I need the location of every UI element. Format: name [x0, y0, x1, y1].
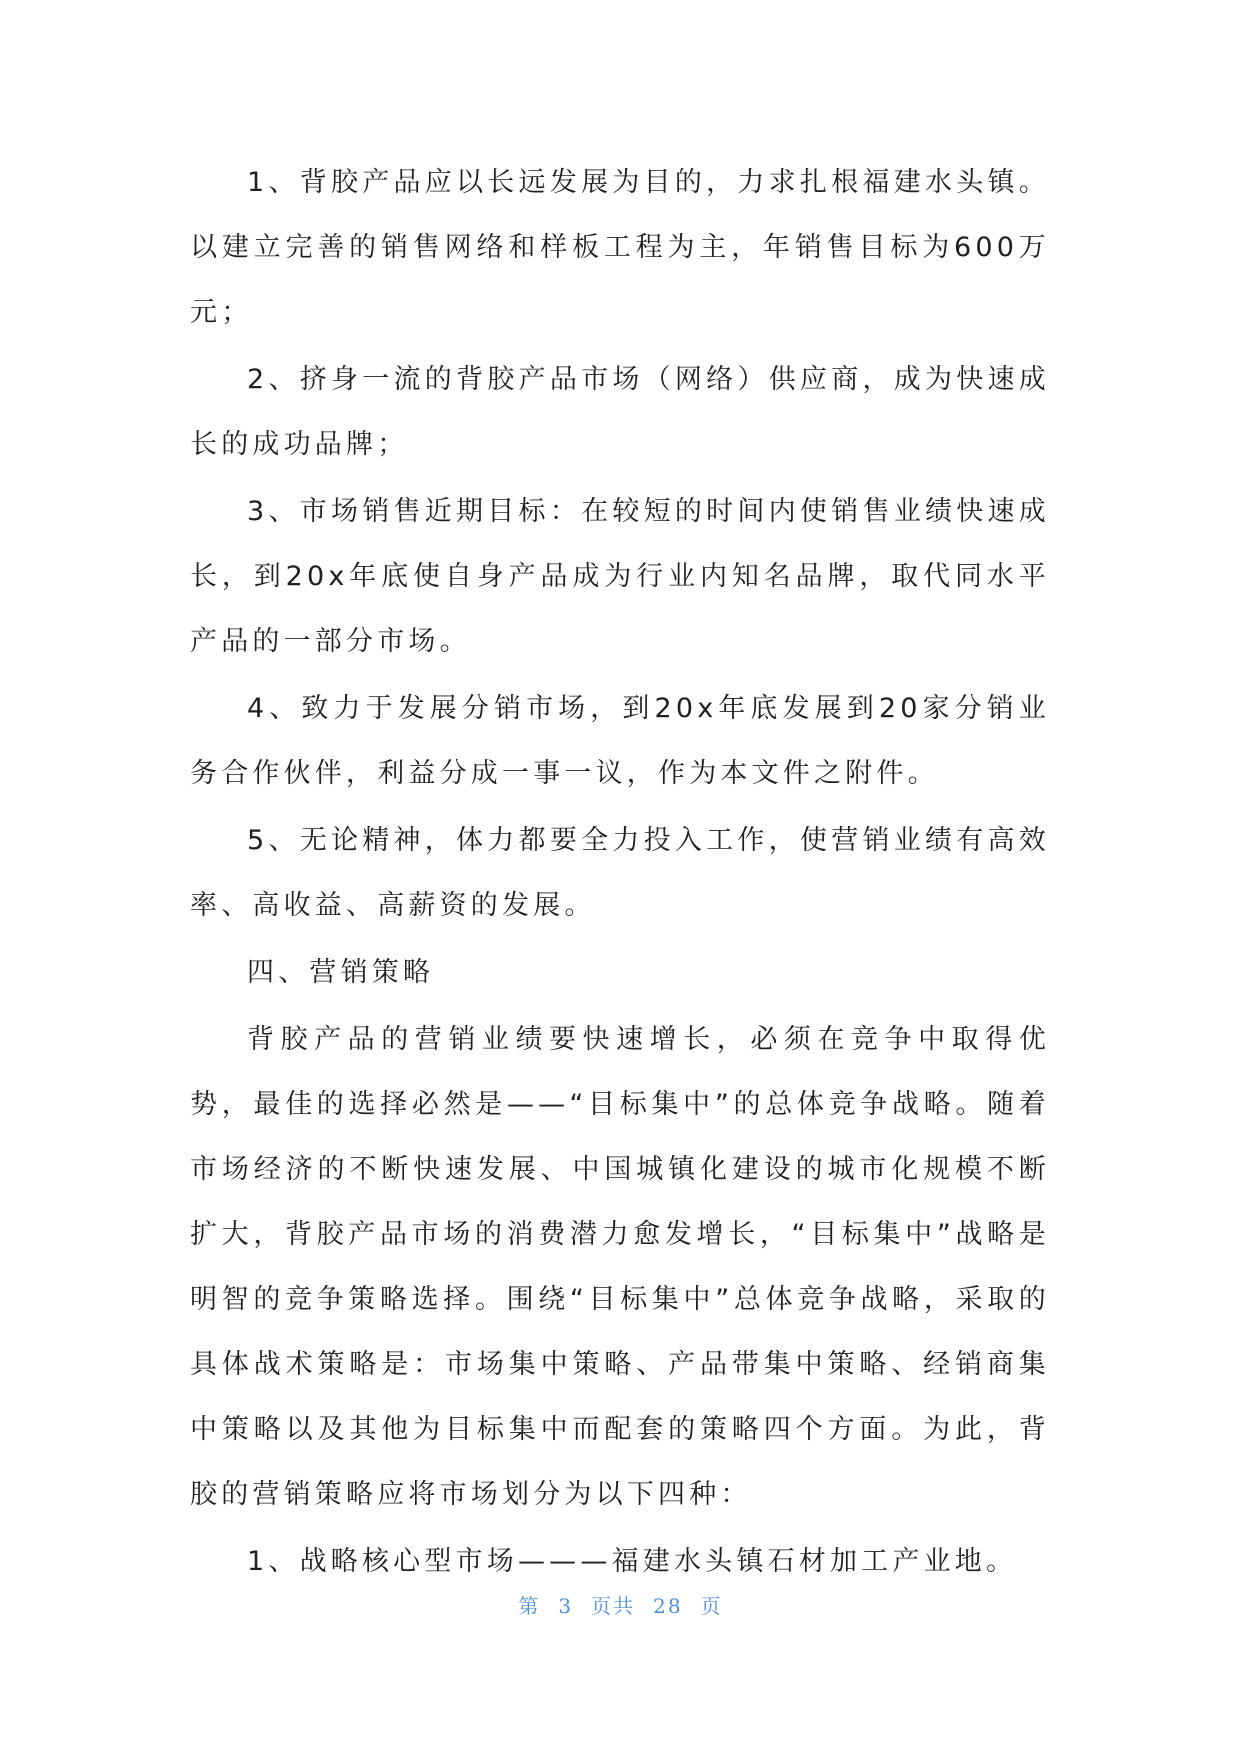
paragraph-goal-4: 4、致力于发展分销市场，到20x年底发展到20家分销业务合作伙伴，利益分成一事一议，作为本文件之附件。 — [190, 693, 1050, 789]
footer-middle: 页共 — [591, 1594, 636, 1618]
paragraph-strategy-overview: 背胶产品的营销业绩要快速增长，必须在竞争中取得优势，最佳的选择必然是——“目标集中”的总体竞争战略。随着市场经济的不断快速发展、中国城镇化建设的城市化规模不断扩大，背胶产品市场的消费潜力愈发增长，“目标集中”战略是明智的竞争策略选择。围绕“目标集中”总体竞争战略，采取的具体战术策略是：市场集中策略、产品带集中策略、经销商集中策略以及其他为目标集中而配套的策略四个方面。为此，背胶的营销策略应将市场划分为以下四种： — [190, 1024, 1050, 1510]
footer-total-pages: 28 — [653, 1594, 683, 1618]
footer-current-page: 3 — [558, 1594, 574, 1618]
paragraph-goal-3: 3、市场销售近期目标：在较短的时间内使销售业绩快速成长，到20x年底使自身产品成为行业内知名品牌，取代同水平产品的一部分市场。 — [190, 496, 1050, 657]
paragraph-goal-5: 5、无论精神，体力都要全力投入工作，使营销业绩有高效率、高收益、高薪资的发展。 — [190, 825, 1050, 921]
paragraph-goal-1: 1、背胶产品应以长远发展为目的，力求扎根福建水头镇。以建立完善的销售网络和样板工程为主，年销售目标为600万元； — [190, 167, 1050, 328]
document-body — [190, 150, 1050, 1596]
footer-suffix: 页 — [700, 1594, 723, 1618]
paragraph-strategy-1: 1、战略核心型市场———福建水头镇石材加工产业地。 — [247, 1546, 1018, 1577]
page-number-footer — [0, 1590, 1241, 1619]
footer-prefix: 第 — [518, 1594, 541, 1618]
paragraph-goal-2: 2、挤身一流的背胶产品市场（网络）供应商，成为快速成长的成功品牌； — [190, 364, 1050, 460]
section-heading-marketing-strategy: 四、营销策略 — [247, 957, 435, 988]
